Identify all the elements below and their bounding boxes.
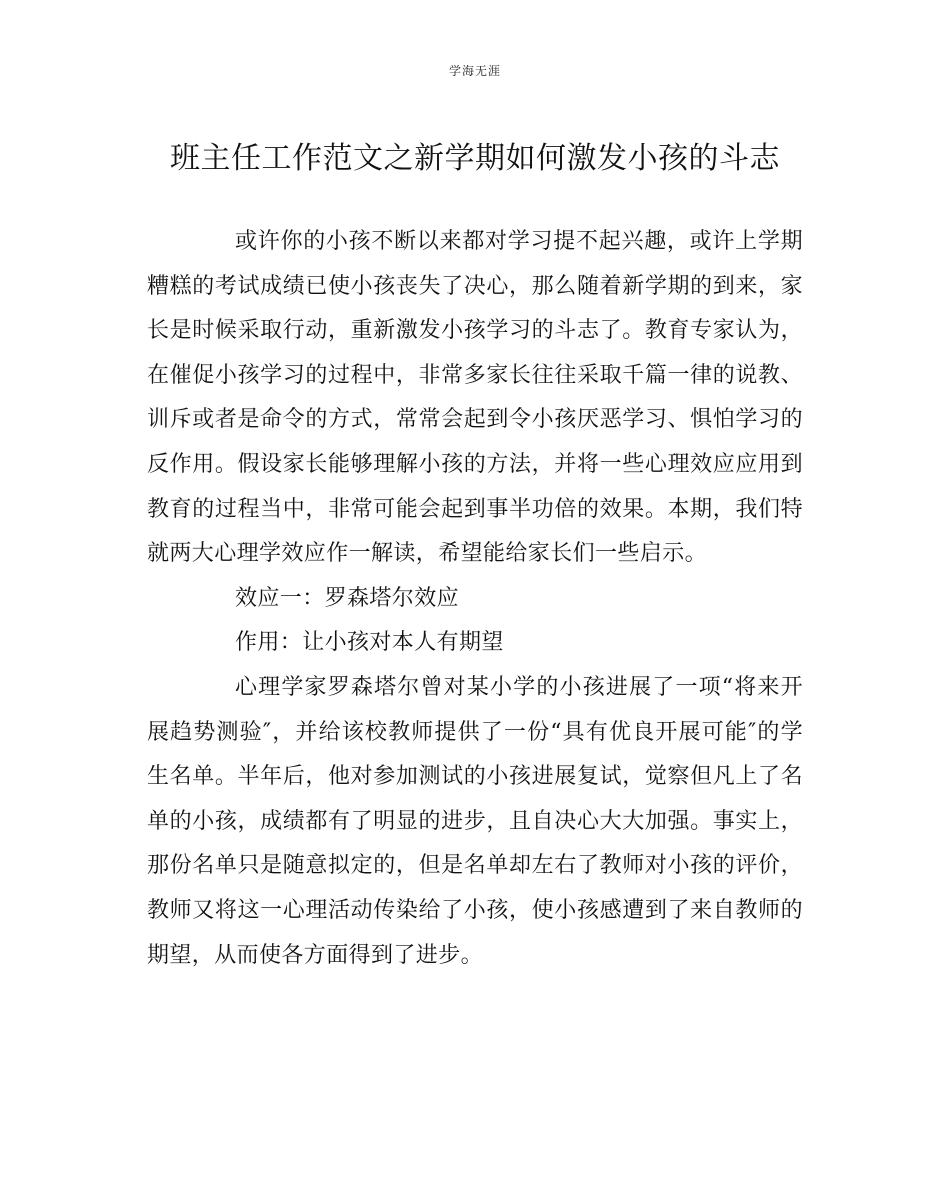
page-header: 学海无涯 (448, 64, 501, 78)
paragraph-effect-heading: 效应一：罗森塔尔效应 (235, 585, 460, 611)
document-title: 班主任工作范文之新学期如何激发小孩的斗志 (170, 141, 780, 176)
paragraph-intro: 或许你的小孩不断以来都对学习提不起兴趣，或许上学期糟糕的考试成绩已使小孩丧失了决心，那么随着新学期的到来，家长是时候采取行动，重新激发小孩学习的斗志了。教育专家认为，在催促小孩学习的过程中，非常多家长往往采取千篇一律的说教、训斥或者是命令的方式，常常会起到令小孩厌恶学习、惧怕学习的反作用。假设家长能够理解小孩的方法，并将一些心理效应应用到教育的过程当中，非常可能会起到事半功倍的效果。本期，我们特就两大心理学效应作一解读，希望能给家长们一些启示。 (147, 229, 803, 567)
paragraph-effect-description: 心理学家罗森塔尔曾对某小学的小孩进展了一项“将来开展趋势测验″，并给该校教师提供了一份“具有优良开展可能″的学生名单。半年后，他对参加测试的小孩进展复试，觉察但凡上了名单的小孩，成绩都有了明显的进步，且自决心大大加强。事实上，那份名单只是随意拟定的，但是名单却左右了教师对小孩的评价，教师又将这一心理活动传染给了小孩，使小孩感遭到了来自教师的期望，从而使各方面得到了进步。 (147, 674, 803, 968)
document-body (147, 220, 803, 978)
paragraph-effect-function: 作用：让小孩对本人有期望 (235, 630, 504, 656)
